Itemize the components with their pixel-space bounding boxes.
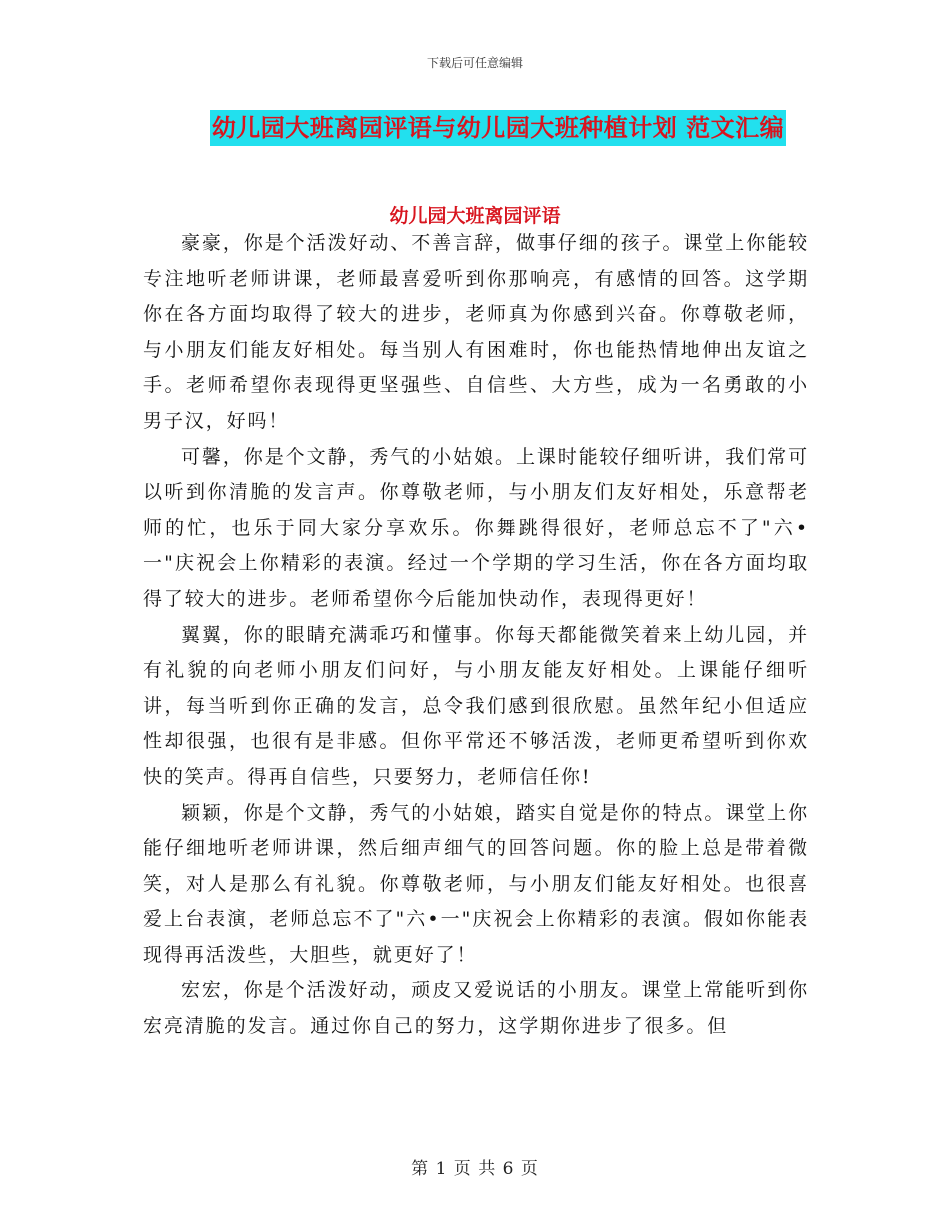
body-text: [143, 226, 809, 1045]
header-note: 下载后可任意编辑: [426, 56, 523, 70]
paragraph-yingying: 颖颖，你是个文静，秀气的小姑娘，踏实自觉是你的特点。课堂上你能仔细地听老师讲课，然后细声细气的回答问题。你的脸上总是带着微笑，对人是那么有礼貌。你尊敬老师，与小朋友们能友好相处。也很喜爱上台表演，老师总忘不了"六•一"庆祝会上你精彩的表演。假如你能表现得再活泼些，大胆些，就更好了！: [143, 801, 809, 966]
document-title: 幼儿园大班离园评语与幼儿园大班种植计划 范文汇编: [210, 110, 786, 146]
document-title-container: [0, 110, 950, 146]
paragraph-haohao: 豪豪，你是个活泼好动、不善言辞，做事仔细的孩子。课堂上你能较专注地听老师讲课，老师最喜爱听到你那响亮，有感情的回答。这学期你在各方面均取得了较大的进步，老师真为你感到兴奋。你尊敬老师，与小朋友们能友好相处。每当别人有困难时，你也能热情地伸出友谊之手。老师希望你表现得更坚强些、自信些、大方些，成为一名勇敢的小男子汉，好吗！: [143, 232, 809, 432]
paragraph-yiyi: 翼翼，你的眼睛充满乖巧和懂事。你每天都能微笑着来上幼儿园，并有礼貌的向老师小朋友们问好，与小朋友能友好相处。上课能仔细听讲，每当听到你正确的发言，总令我们感到很欣慰。虽然年纪小但适应性却很强，也很有是非感。但你平常还不够活泼，老师更希望听到你欢快的笑声。得再自信些，只要努力，老师信任你!: [143, 623, 809, 788]
paragraph-kexin: 可馨，你是个文静，秀气的小姑娘。上课时能较仔细听讲，我们常可以听到你清脆的发言声。你尊敬老师，与小朋友们友好相处，乐意帮老师的忙，也乐于同大家分享欢乐。你舞跳得很好，老师总忘不了"六•一"庆祝会上你精彩的表演。经过一个学期的学习生活，你在各方面均取得了较大的进步。老师希望你今后能加快动作，表现得更好！: [143, 445, 809, 610]
section-title: 幼儿园大班离园评语: [389, 205, 561, 227]
paragraph-honghong: 宏宏，你是个活泼好动，顽皮又爱说话的小朋友。课堂上常能听到你宏亮清脆的发言。通过你自己的努力，这学期你进步了很多。但: [143, 979, 809, 1038]
page-footer: 第 1 页 共 6 页: [411, 1159, 539, 1179]
